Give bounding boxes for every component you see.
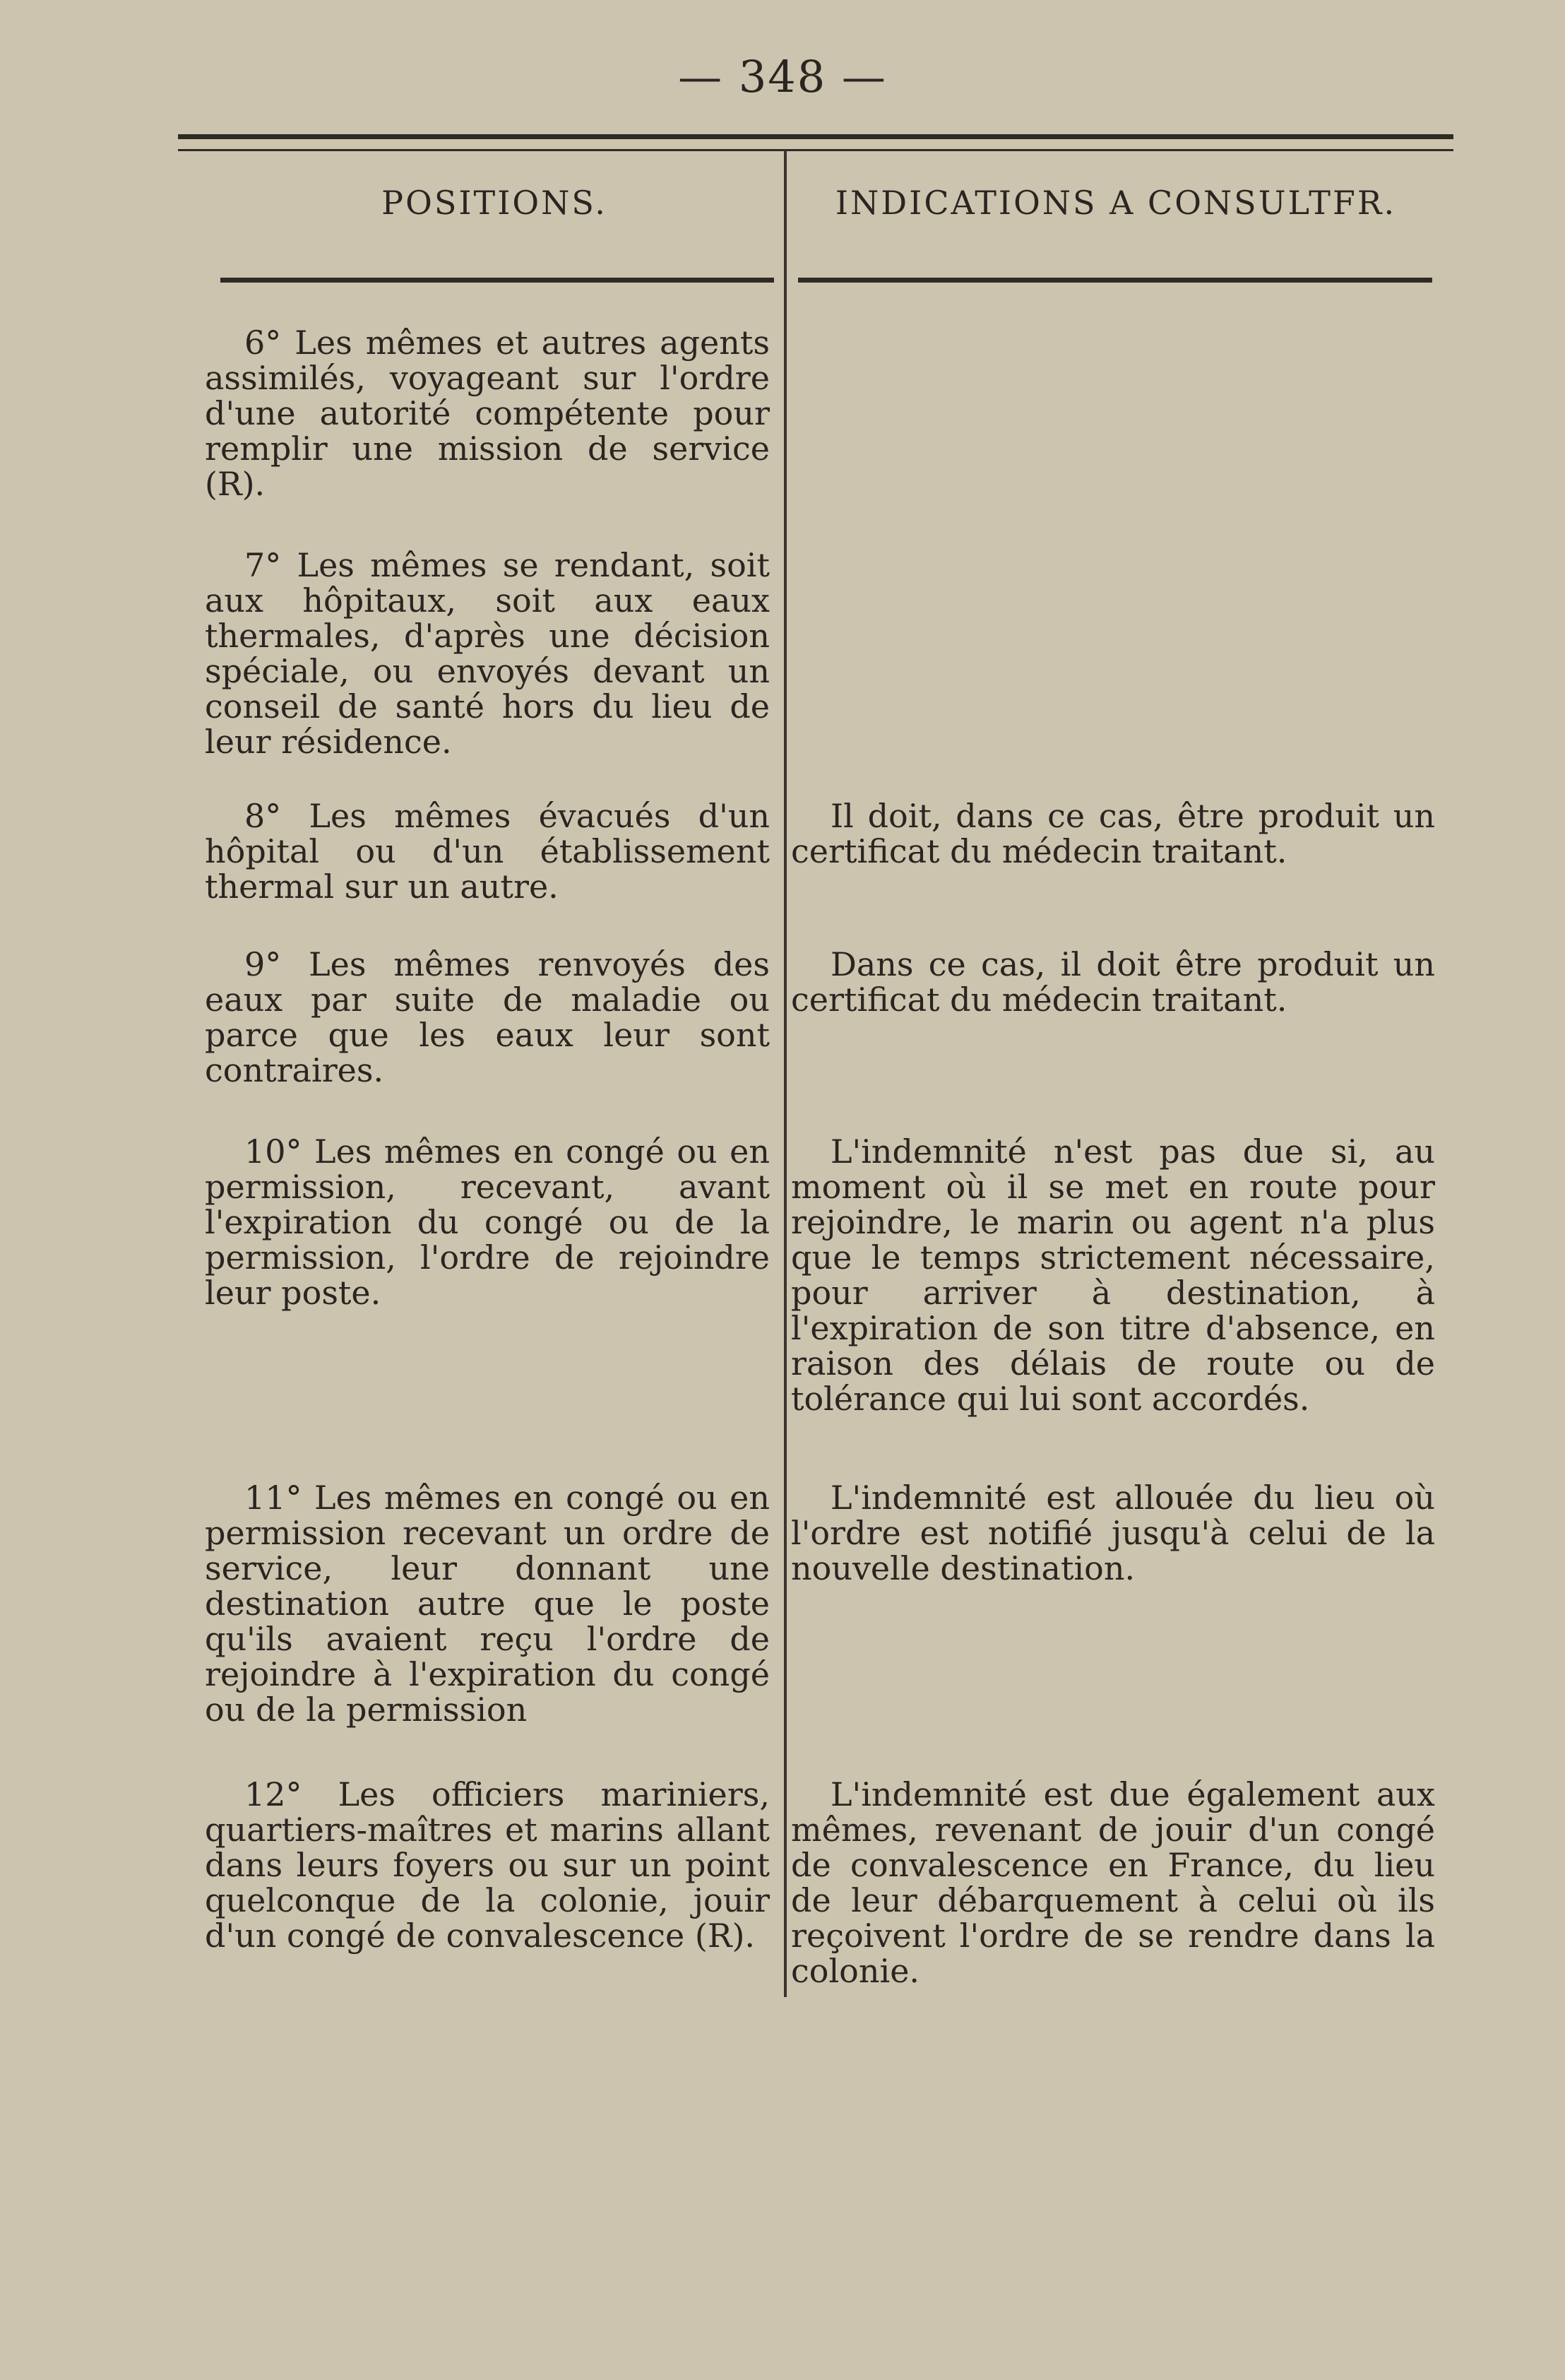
position-text: 8° Les mêmes évacués d'un hôpital ou d'un établissement thermal sur un autre.: [205, 797, 770, 906]
position-entry-7: [205, 547, 770, 759]
position-entry-12: [205, 1777, 770, 1953]
indication-entry-12: [791, 1777, 1435, 1989]
page-number: — 348 —: [678, 51, 887, 102]
indication-text: L'indemnité est due également aux mêmes, revenant de jouir d'un congé de convalescence en France, du lieu de leur débarquement à celui où ils reçoivent l'ordre de se rendre dans la colonie.: [791, 1775, 1435, 1990]
indication-text: L'indemnité n'est pas due si, au moment où il se met en route pour rejoindre, le marin ou agent n'a plus que le temps strictement nécessaire, pour arriver à destination, à l'expiration de son titre d'absence, en raison des délais de route ou de tolérance qui lui sont accordés.: [791, 1132, 1435, 1418]
position-entry-8: [205, 798, 770, 904]
header-indications: INDICATIONS A CONSULTFR.: [835, 184, 1397, 222]
column-divider: [784, 150, 787, 1997]
indication-text: Il doit, dans ce cas, être produit un certificat du médecin traitant.: [791, 797, 1435, 870]
indication-entry-10: [791, 1134, 1435, 1416]
position-text: 12° Les officiers mariniers, quartiers-maîtres et marins allant dans leurs foyers ou sur un point quelconque de la colonie, jouir d'un congé de convalescence (R).: [205, 1775, 770, 1955]
header-rule-left: [220, 278, 774, 283]
position-entry-9: [205, 947, 770, 1088]
indication-entry-8: [791, 798, 1435, 869]
header-positions: POSITIONS.: [381, 184, 607, 222]
header-rule-right: [798, 278, 1432, 283]
indication-text: Dans ce cas, il doit être produit un certificat du médecin traitant.: [791, 945, 1435, 1019]
indication-entry-9: [791, 947, 1435, 1017]
position-text: 6° Les mêmes et autres agents assimilés, voyageant sur l'ordre d'une autorité compétente pour remplir une mission de service (R).: [205, 324, 770, 503]
position-entry-10: [205, 1134, 770, 1310]
position-text: 9° Les mêmes renvoyés des eaux par suite de maladie ou parce que les eaux leur sont contraires.: [205, 945, 770, 1089]
top-double-rule: [178, 134, 1453, 151]
position-entry-11: [205, 1480, 770, 1727]
indication-entry-11: [791, 1480, 1435, 1586]
position-entry-6: [205, 325, 770, 502]
position-text: 10° Les mêmes en congé ou en permission, recevant, avant l'expiration du congé ou de la permission, l'ordre de rejoindre leur poste.: [205, 1132, 770, 1312]
position-text: 11° Les mêmes en congé ou en permission recevant un ordre de service, leur donnant une destination autre que le poste qu'ils avaient reçu l'ordre de rejoindre à l'expiration du congé ou de la permission: [205, 1479, 770, 1729]
indication-text: L'indemnité est allouée du lieu où l'ordre est notifié jusqu'à celui de la nouvelle destination.: [791, 1479, 1435, 1587]
position-text: 7° Les mêmes se rendant, soit aux hôpitaux, soit aux eaux thermales, d'après une décision spéciale, ou envoyés devant un conseil de santé hors du lieu de leur résidence.: [205, 546, 770, 761]
